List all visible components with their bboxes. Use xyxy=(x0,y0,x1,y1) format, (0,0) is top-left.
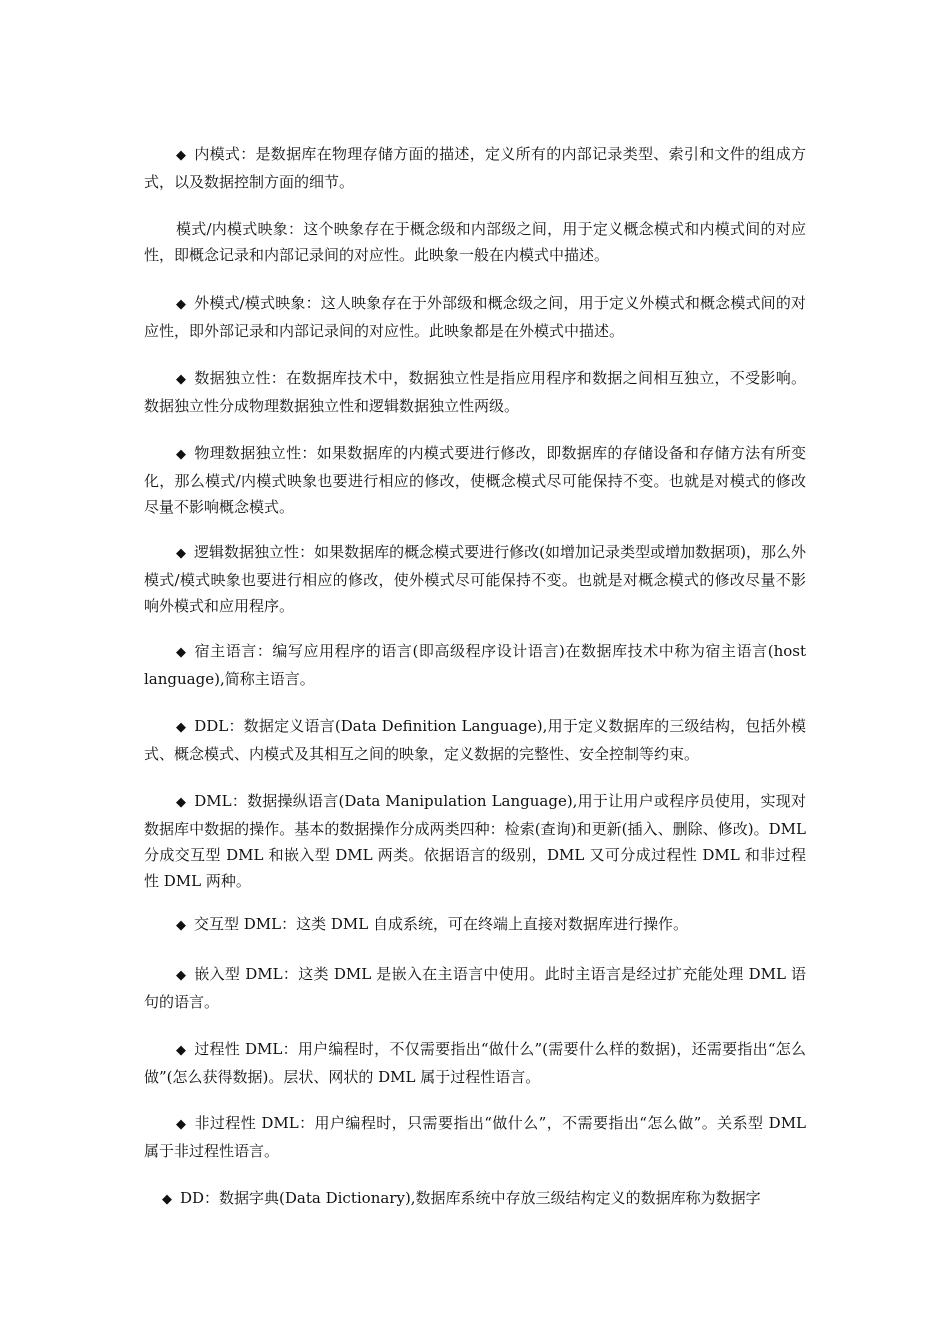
paragraph-host-language xyxy=(144,638,806,692)
paragraph-text: 内模式：是数据库在物理存储方面的描述，定义所有的内部记录类型、索引和文件的组成方式，以及数据控制方面的细节。 xyxy=(144,145,807,191)
paragraph-internal-schema xyxy=(144,141,806,195)
bullet-diamond-icon: ◆ xyxy=(176,918,186,933)
paragraph-data-dictionary xyxy=(144,1185,806,1211)
paragraph-text: 宿主语言：编写应用程序的语言(即高级程序设计语言)在数据库技术中称为宿主语言(host language),简称主语言。 xyxy=(144,642,806,688)
paragraph-physical-independence xyxy=(144,440,806,520)
paragraph-text: 非过程性 DML：用户编程时，只需要指出“做什么”，不需要指出“怎么做”。关系型 DML 属于非过程性语言。 xyxy=(144,1114,807,1160)
paragraph-nonprocedural-dml xyxy=(144,1110,806,1164)
bullet-diamond-icon: ◆ xyxy=(176,546,187,561)
paragraph-text: DML：数据操纵语言(Data Manipulation Language),用于让用户或程序员使用，实现对数据库中数据的操作。基本的数据操作分成两类四种：检索(查询)和更新(插入、删除、修改)。DML 分成交互型 DML 和嵌入型 DML 两类。依据语言的级别，DML 又可分成过程性 DML 和非过程性 DML 两种。 xyxy=(144,792,807,890)
paragraph-text: 过程性 DML：用户编程时，不仅需要指出“做什么”(需要什么样的数据)，还需要指出“怎么做”(怎么获得数据)。层状、网状的 DML 属于过程性语言。 xyxy=(144,1040,807,1086)
bullet-diamond-icon: ◆ xyxy=(176,720,187,735)
paragraph-text: 数据独立性：在数据库技术中，数据独立性是指应用程序和数据之间相互独立，不受影响。数据独立性分成物理数据独立性和逻辑数据独立性两级。 xyxy=(144,369,807,415)
paragraph-text: 逻辑数据独立性：如果数据库的概念模式要进行修改(如增加记录类型或增加数据项)，那么外模式/模式映象也要进行相应的修改，使外模式尽可能保持不变。也就是对概念模式的修改尽量不影响外模式和应用程序。 xyxy=(144,543,806,615)
bullet-diamond-icon: ◆ xyxy=(176,1117,187,1132)
paragraph-dml xyxy=(144,788,806,894)
paragraph-text: DDL：数据定义语言(Data Definition Language),用于定义数据库的三级结构，包括外模式、概念模式、内模式及其相互之间的映象，定义数据的完整性、安全控制等约束。 xyxy=(144,717,806,763)
bullet-diamond-icon: ◆ xyxy=(176,795,187,810)
paragraph-external-schema-mapping xyxy=(144,290,806,344)
paragraph-text: 嵌入型 DML：这类 DML 是嵌入在主语言中使用。此时主语言是经过扩充能处理 DML 语句的语言。 xyxy=(144,965,807,1011)
paragraph-procedural-dml xyxy=(144,1036,806,1090)
paragraph-schema-internal-mapping xyxy=(144,216,806,268)
bullet-diamond-icon: ◆ xyxy=(176,297,187,312)
bullet-diamond-icon: ◆ xyxy=(162,1192,172,1207)
paragraph-text: 物理数据独立性：如果数据库的内模式要进行修改，即数据库的存储设备和存储方法有所变化，那么模式/内模式映象也要进行相应的修改，使概念模式尽可能保持不变。也就是对模式的修改尽量不影响概念模式。 xyxy=(144,444,807,516)
paragraph-text: 模式/内模式映象：这个映象存在于概念级和内部级之间，用于定义概念模式和内模式间的对应性，即概念记录和内部记录间的对应性。此映象一般在内模式中描述。 xyxy=(144,220,806,264)
bullet-diamond-icon: ◆ xyxy=(176,1043,187,1058)
paragraph-interactive-dml xyxy=(144,911,806,939)
paragraph-logical-independence xyxy=(144,539,806,619)
bullet-diamond-icon: ◆ xyxy=(176,447,187,462)
bullet-diamond-icon: ◆ xyxy=(176,968,187,983)
paragraph-text: 交互型 DML：这类 DML 自成系统，可在终端上直接对数据库进行操作。 xyxy=(194,915,688,933)
paragraph-ddl xyxy=(144,713,806,767)
bullet-diamond-icon: ◆ xyxy=(176,148,187,163)
paragraph-text: 外模式/模式映象：这人映象存在于外部级和概念级之间，用于定义外模式和概念模式间的对应性，即外部记录和内部记录间的对应性。此映象都是在外模式中描述。 xyxy=(144,294,806,340)
paragraph-data-independence xyxy=(144,365,806,419)
bullet-diamond-icon: ◆ xyxy=(176,645,187,660)
paragraph-text: DD：数据字典(Data Dictionary),数据库系统中存放三级结构定义的数据库称为数据字 xyxy=(180,1189,761,1207)
bullet-diamond-icon: ◆ xyxy=(176,372,187,387)
paragraph-embedded-dml xyxy=(144,961,806,1015)
